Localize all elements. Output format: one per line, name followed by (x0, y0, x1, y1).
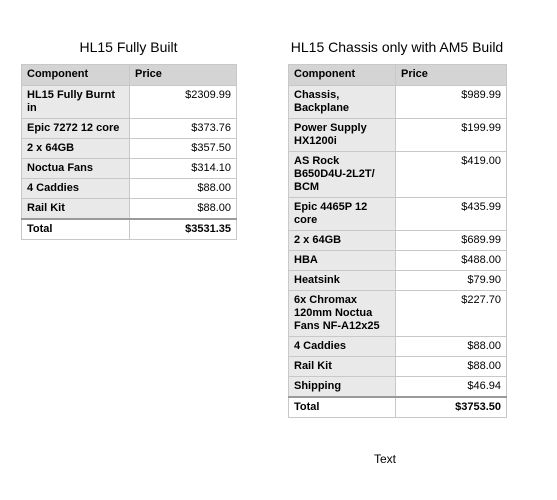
price-cell: $689.99 (396, 231, 507, 251)
price-cell: $314.10 (130, 159, 237, 179)
price-cell: $199.99 (396, 119, 507, 152)
table-row (22, 159, 237, 179)
component-cell: Heatsink (289, 271, 396, 291)
component-cell: 4 Caddies (22, 179, 130, 199)
table-row (289, 271, 507, 291)
component-cell: HL15 Fully Burnt in (22, 86, 130, 119)
column-header-component: Component (289, 65, 396, 86)
component-cell: Shipping (289, 377, 396, 398)
total-label: Total (22, 219, 130, 240)
price-cell: $357.50 (130, 139, 237, 159)
table-row (289, 198, 507, 231)
total-row (289, 397, 507, 418)
column-header-price: Price (396, 65, 507, 86)
component-cell: Noctua Fans (22, 159, 130, 179)
fully-built-table (21, 64, 237, 240)
total-price: $3753.50 (396, 397, 507, 418)
total-row (22, 219, 237, 240)
column-header-price: Price (130, 65, 237, 86)
table-row (22, 179, 237, 199)
table1-title: HL15 Fully Built (79, 39, 178, 55)
price-cell: $88.00 (130, 199, 237, 220)
component-cell: Rail Kit (289, 357, 396, 377)
component-cell: AS Rock B650D4U-2L2T/ BCM (289, 152, 396, 198)
component-cell: 4 Caddies (289, 337, 396, 357)
column-header-component: Component (22, 65, 130, 86)
component-cell: HBA (289, 251, 396, 271)
component-cell: Epic 4465P 12 core (289, 198, 396, 231)
price-cell: $373.76 (130, 119, 237, 139)
price-cell: $46.94 (396, 377, 507, 398)
table-row (22, 199, 237, 220)
price-cell: $88.00 (130, 179, 237, 199)
component-cell: Chassis, Backplane (289, 86, 396, 119)
table-row (289, 251, 507, 271)
component-cell: Rail Kit (22, 199, 130, 220)
price-cell: $88.00 (396, 337, 507, 357)
total-label: Total (289, 397, 396, 418)
component-cell: 6x Chromax 120mm Noctua Fans NF-A12x25 (289, 291, 396, 337)
table-row (22, 139, 237, 159)
price-cell: $79.90 (396, 271, 507, 291)
price-cell: $2309.99 (130, 86, 237, 119)
caption-text: Text (373, 452, 396, 466)
table-row (22, 119, 237, 139)
price-cell: $435.99 (396, 198, 507, 231)
component-cell: Power Supply HX1200i (289, 119, 396, 152)
table2-title: HL15 Chassis only with AM5 Build (290, 39, 504, 55)
table-row (289, 291, 507, 337)
price-cell: $989.99 (396, 86, 507, 119)
price-cell: $488.00 (396, 251, 507, 271)
table-row (22, 86, 237, 119)
price-cell: $227.70 (396, 291, 507, 337)
price-cell: $419.00 (396, 152, 507, 198)
table-header-row (289, 65, 507, 86)
chassis-am5-table (288, 64, 507, 418)
table-row (289, 119, 507, 152)
table-row (289, 377, 507, 398)
table-row (289, 337, 507, 357)
total-price: $3531.35 (130, 219, 237, 240)
table-row (289, 231, 507, 251)
table-row (289, 152, 507, 198)
component-cell: 2 x 64GB (22, 139, 130, 159)
component-cell: Epic 7272 12 core (22, 119, 130, 139)
table-row (289, 357, 507, 377)
component-cell: 2 x 64GB (289, 231, 396, 251)
table-row (289, 86, 507, 119)
table-header-row (22, 65, 237, 86)
price-cell: $88.00 (396, 357, 507, 377)
